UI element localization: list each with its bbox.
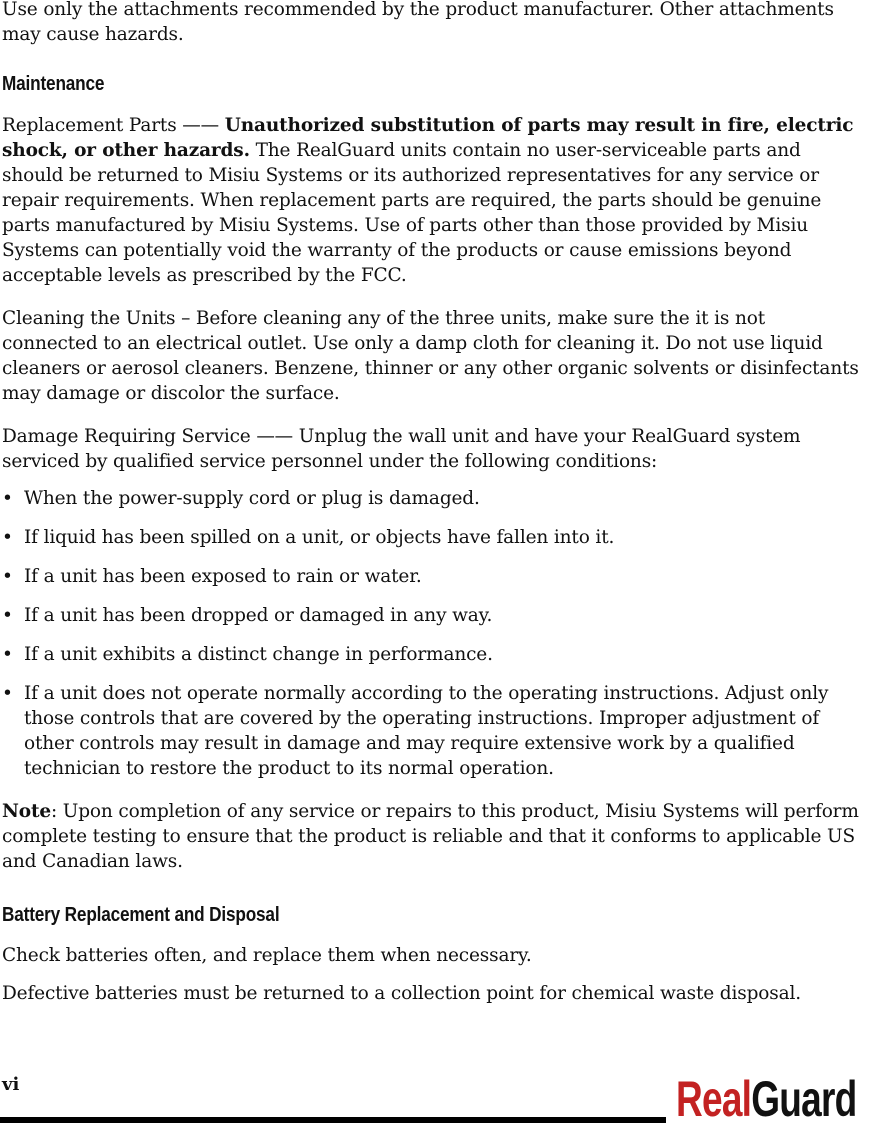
bullet-icon: • [2,566,13,587]
replacement-parts-warning: Unauthorized substitution of parts may result in fire, electric shock, or other hazards. [2,115,854,161]
list-item [2,681,868,781]
logo-guard-text: Guard [751,1071,857,1127]
list-item-text: If liquid has been spilled on a unit, or objects have fallen into it. [24,527,615,548]
list-item [2,642,868,667]
list-item [2,564,868,589]
bullet-icon: • [2,488,13,509]
list-item-text: If a unit does not operate normally according to the operating instructions. Adjust only those controls that are covered by the operating instructions. Improper adjustment of other controls may result in damage and may require extensive work by a qualified technician to restore the product to its normal operation. [24,683,829,779]
note-text: : Upon completion of any service or repairs to this product, Misiu Systems will perform complete testing to ensure that the product is reliable and that it conforms to applicable US and Canadian laws. [2,801,859,872]
page-number: vi [2,1074,20,1095]
intro-paragraph: Use only the attachments recommended by the product manufacturer. Other attachments may cause hazards. [2,0,834,45]
service-conditions-list [2,486,868,781]
logo-real-text: Real [676,1071,752,1127]
cleaning-paragraph: Cleaning the Units – Before cleaning any of the three units, make sure the it is not connected to an electrical outlet. Use only a damp cloth for cleaning it. Do not use liquid cleaners or aerosol cleaners. Benzene, thinner or any other organic solvents or disinfectants may damage or discolor the surface. [2,308,859,404]
list-item [2,603,868,628]
bullet-icon: • [2,644,13,665]
battery-disposal-paragraph: Defective batteries must be returned to a collection point for chemical waste disposal. [2,983,801,1004]
list-item [2,486,868,511]
maintenance-heading: Maintenance [2,73,105,95]
bullet-icon: • [2,605,13,626]
list-item-text: When the power-supply cord or plug is damaged. [24,488,480,509]
list-item-text: If a unit exhibits a distinct change in performance. [24,644,493,665]
bullet-icon: • [2,683,13,704]
battery-heading: Battery Replacement and Disposal [2,904,280,926]
replacement-parts-paragraph [2,113,866,288]
bullet-icon: • [2,527,13,548]
note-paragraph [2,799,866,874]
list-item-text: If a unit has been exposed to rain or water. [24,566,422,587]
replacement-parts-lead: Replacement Parts —— [2,115,225,136]
list-item [2,525,868,550]
footer-divider [0,1117,666,1123]
damage-service-paragraph: Damage Requiring Service —— Unplug the wall unit and have your RealGuard system serviced by qualified service personnel under the following conditions: [2,426,801,472]
list-item-text: If a unit has been dropped or damaged in any way. [24,605,493,626]
realguard-logo [676,1071,857,1127]
note-label: Note [2,801,51,822]
replacement-parts-body: The RealGuard units contain no user-serviceable parts and should be returned to Misiu Systems or its authorized representatives for any service or repair requirements. When replacement parts are required, the parts should be genuine parts manufactured by Misiu Systems. Use of parts other than those provided by Misiu Systems can potentially void the warranty of the products or cause emissions beyond acceptable levels as prescribed by the FCC. [2,140,822,286]
battery-check-paragraph: Check batteries often, and replace them when necessary. [2,945,532,966]
